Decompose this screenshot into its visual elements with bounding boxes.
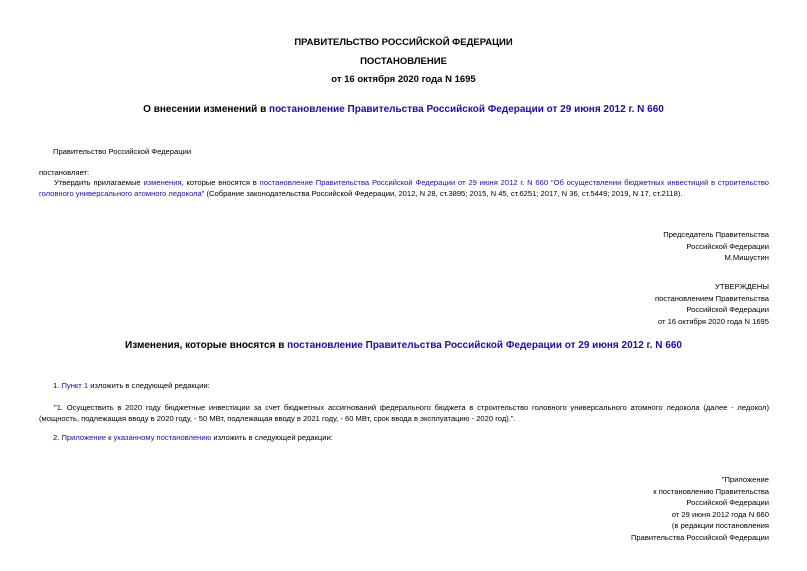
decree-660-link[interactable]: постановление Правительства Российской Федерации от 29 июня 2012 г. N 660 "Об осуществлении бюджетных инвестиций в строительство головного универсального атомного ледокола" [39,178,769,198]
appendix-line-4: от 29 июня 2012 года N 660 [671,509,769,519]
government-heading: ПРАВИТЕЛЬСТВО РОССИЙСКОЙ ФЕДЕРАЦИИ [294,37,513,48]
date-number-heading: от 16 октября 2020 года N 1695 [331,74,476,85]
approved-line-3: Российской Федерации [686,305,769,314]
approved-line-1: УТВЕРЖДЕНЫ [715,282,769,291]
doc-type-heading: ПОСТАНОВЛЕНИЕ [360,56,447,67]
said-decree-link[interactable]: указанному постановлению [113,433,212,442]
changes-title-prefix: Изменения, которые вносятся в [125,340,288,351]
approved-block [655,281,769,327]
appendix-line-1: "Приложение [721,475,769,484]
title-decree-link[interactable]: постановление Правительства Российской Федерации от 29 июня 2012 г. N 660 [269,104,664,115]
signature-line-2: Российской Федерации [686,241,769,251]
approve-text-b: , которые вносятся в [181,178,260,187]
document-title [0,104,807,115]
signature-block [663,229,769,264]
item-2-num: 2. [53,433,62,442]
decrees-text: постановляет: [39,168,90,177]
approved-line-2: постановлением Правительства [654,293,769,303]
approve-paragraph [39,177,769,199]
issuer-text: Правительство Российской Федерации [53,147,192,156]
appendix-line-3: Российской Федерации [686,498,769,507]
signature-line-3: М.Мишустин [724,253,769,262]
item-1-num: 1. [53,381,62,390]
item-1-rest: изложить в следующей редакции: [88,381,210,390]
approve-text-a: Утвердить прилагаемые [54,178,144,187]
changes-link[interactable]: изменения [143,178,182,187]
item-1-point-link[interactable]: Пункт 1 [61,381,89,390]
changes-title-decree-link[interactable]: постановление Правительства Российской Федерации от 29 июня 2012 г. N 660 [287,340,682,351]
appendix-line-2: к постановлению Правительства [653,486,769,496]
item-1 [53,380,210,391]
appendix-line-6: Правительства Российской Федерации [630,532,769,542]
item-2 [53,432,333,443]
appendix-link[interactable]: Приложение [61,433,106,442]
item-1-quote: "1. Осуществить в 2020 году бюджетные инвестиции за счет бюджетных ассигнований федерального бюджета в строительство головного универсального атомного ледокола (далее - ледокол) (мощность, подлежащая вводу в 2020 году, - 50 МВт, подлежащая вводу в 2021 году, - 60 МВт, срок ввода в эксплуатацию - 2020 год).". [39,403,769,423]
item-2-mid: к [106,433,114,442]
item-2-rest: изложить в следующей редакции: [211,433,333,442]
approved-line-4: от 16 октября 2020 года N 1695 [657,316,769,326]
appendix-block [631,474,769,543]
approve-text-c: (Собрание законодательства Российской Федерации, 2012, N 28, ст.3895; 2015, N 45, ст.6251; 2017, N 36, ст.5449; 2019, N 17, ст.2118). [204,189,683,198]
appendix-line-5: (в редакции постановления [671,521,769,530]
title-prefix: О внесении изменений в [143,104,270,115]
changes-title [0,340,807,351]
signature-line-1: Председатель Правительства [663,230,769,239]
